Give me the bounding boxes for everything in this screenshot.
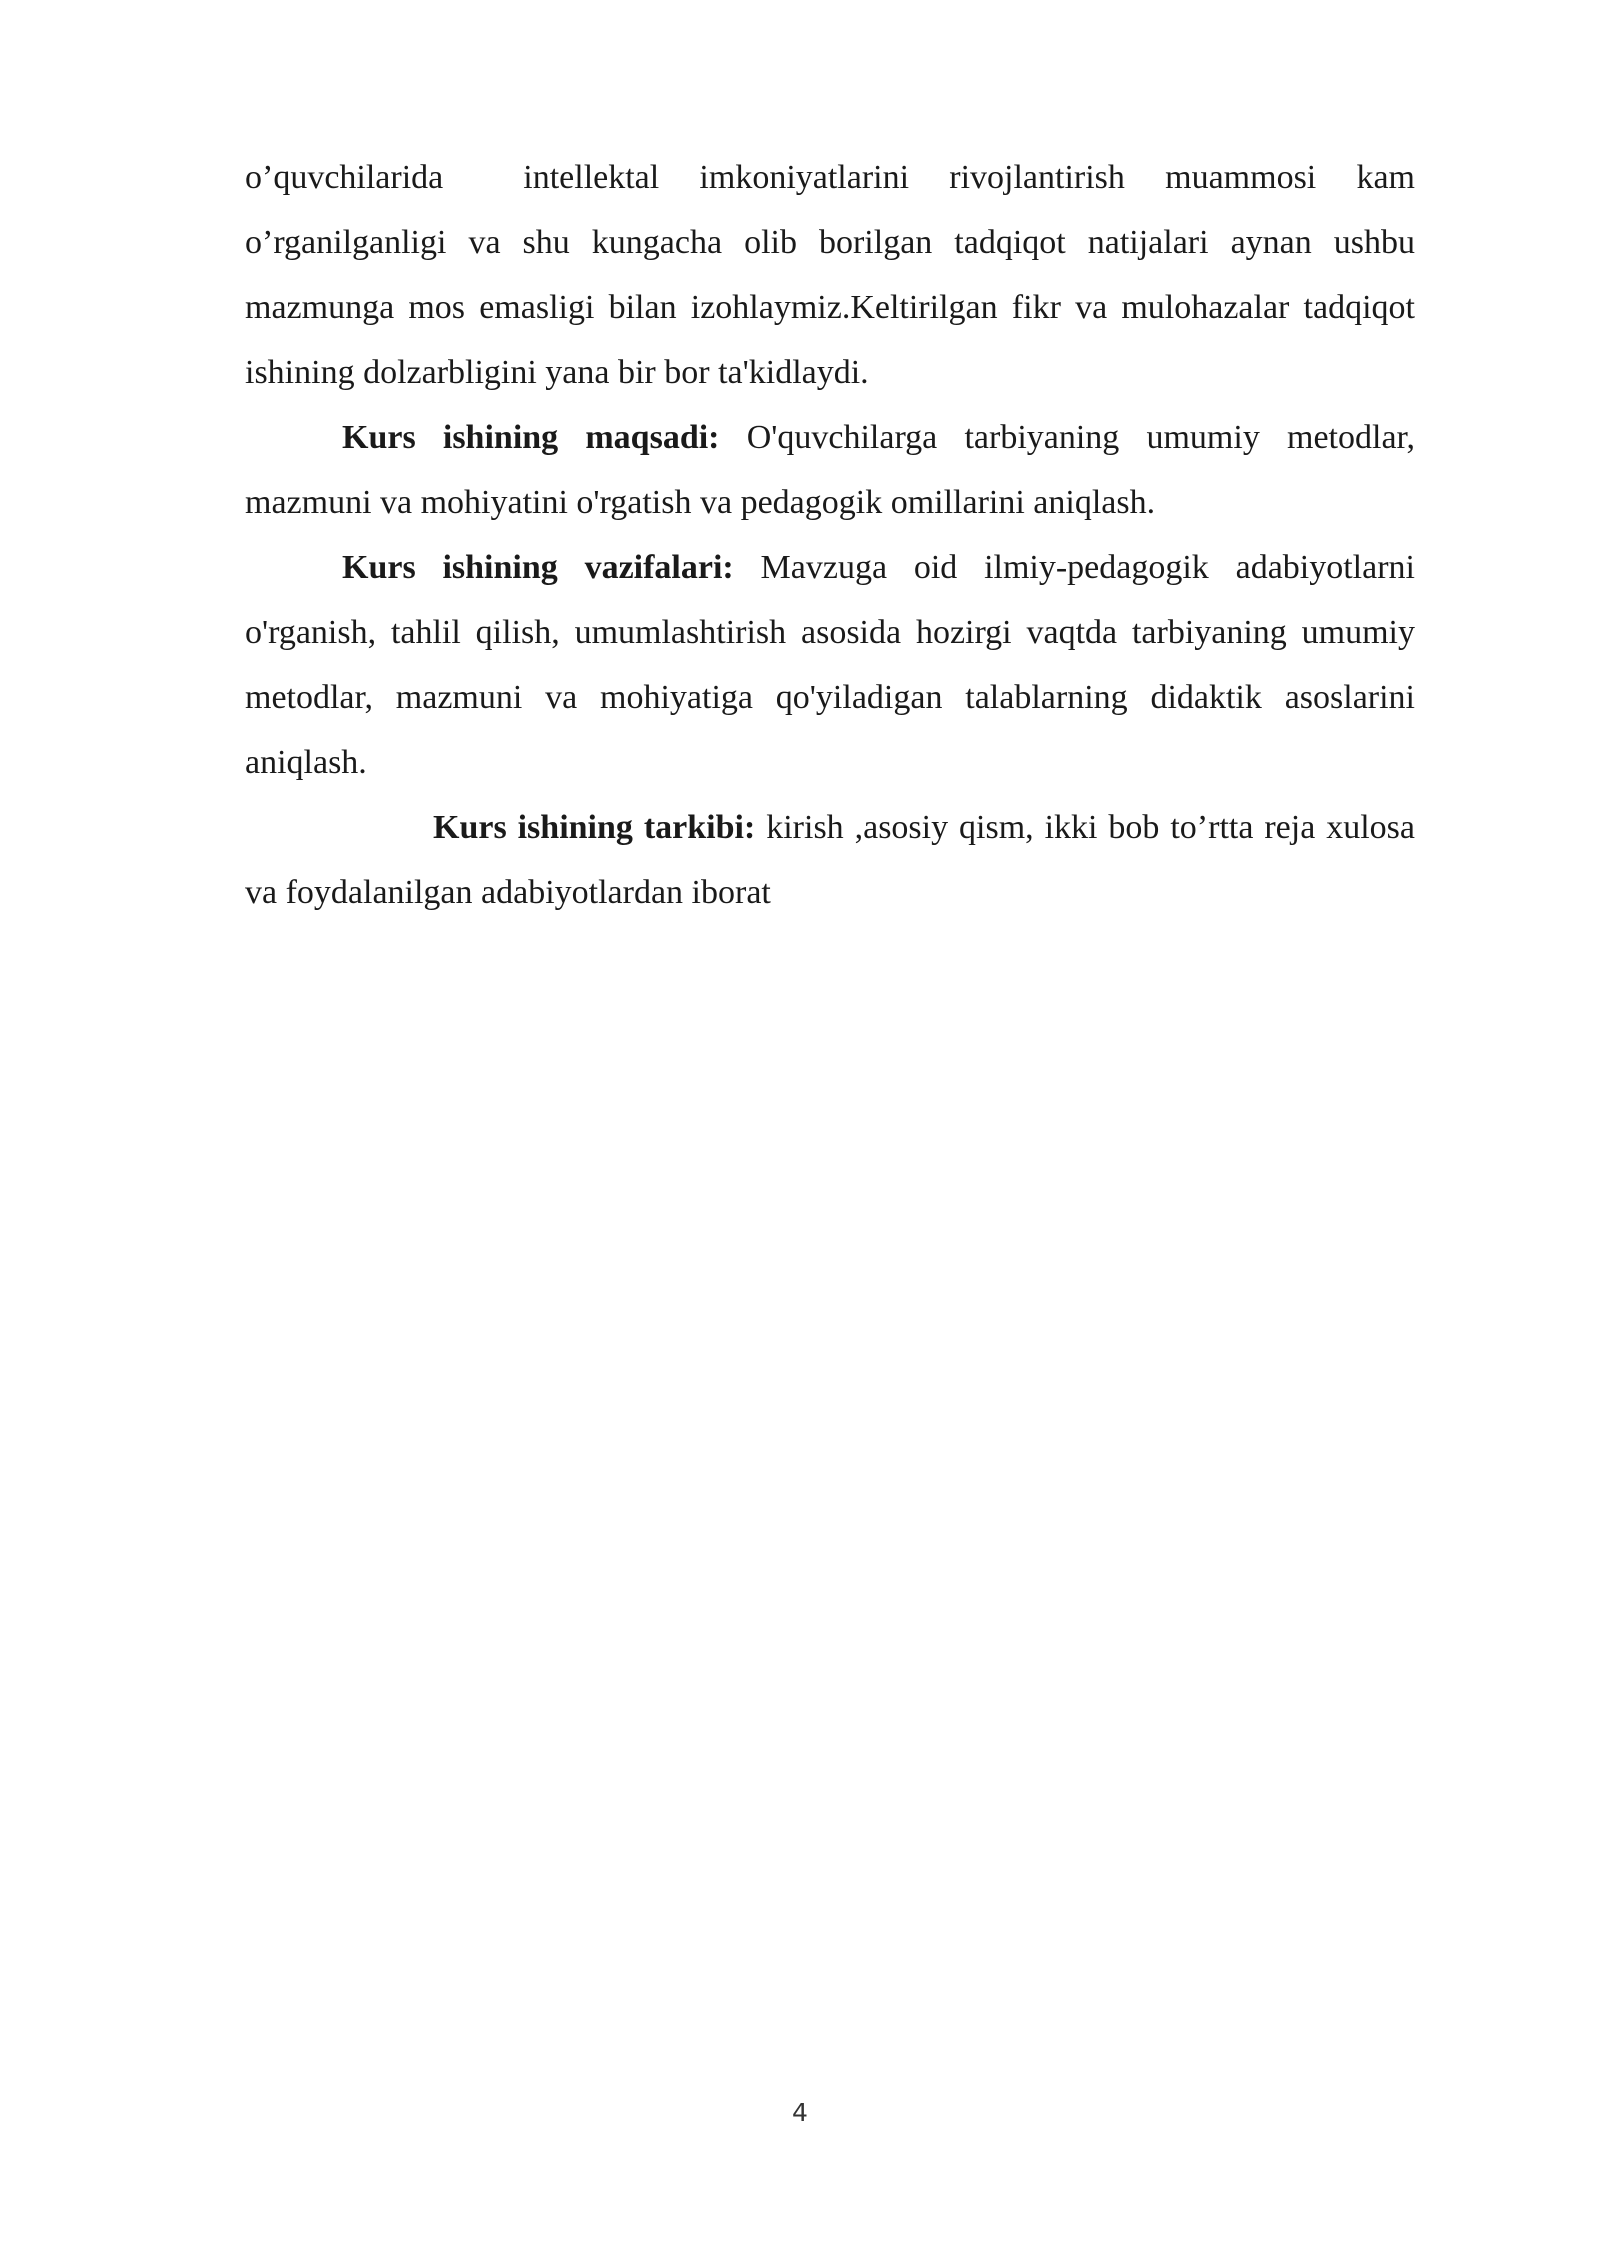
- paragraph-text: intellektal imkoniyatlarini rivojlantirish muammosi kam o’rganilganligi va shu kungacha olib borilgan tadqiqot natijalari aynan ushbu mazmunga mos emasligi bilan izohlaymiz.Keltirilgan fikr va mulohazalar tadqiqot ishining dolzarbligini yana bir bor ta'kidlaydi.: [245, 159, 1415, 391]
- paragraph-structure: [245, 795, 1415, 925]
- structure-text: kirish ,asosiy qism, ikki bob to’rtta reja xulosa va foydalanilgan adabiyotlardan iborat: [245, 809, 1416, 911]
- goal-text: O'quvchilarga tarbiyaning umumiy metodlar, mazmuni va mohiyatini o'rgatish va pedagogik omillarini aniqlash.: [245, 419, 1416, 521]
- structure-label: Kurs ishining tarkibi:: [433, 809, 756, 846]
- tasks-label: Kurs ishining vazifalari:: [342, 549, 734, 586]
- paragraph-goal: [245, 405, 1415, 535]
- paragraph-tasks: [245, 535, 1415, 795]
- goal-label: Kurs ishining maqsadi:: [342, 419, 720, 456]
- paragraph-first-word: o’quvchilarida: [245, 159, 444, 196]
- tasks-text: Mavzuga oid ilmiy-pedagogik adabiyotlarni o'rganish, tahlil qilish, umumlashtirish asosida hozirgi vaqtda tarbiyaning umumiy metodlar, mazmuni va mohiyatiga qo'yiladigan talablarning didaktik asoslarini aniqlash.: [245, 549, 1415, 781]
- page-number: 4: [792, 2098, 808, 2127]
- body-text: [245, 145, 1415, 925]
- paragraph-relevance: [245, 145, 1415, 405]
